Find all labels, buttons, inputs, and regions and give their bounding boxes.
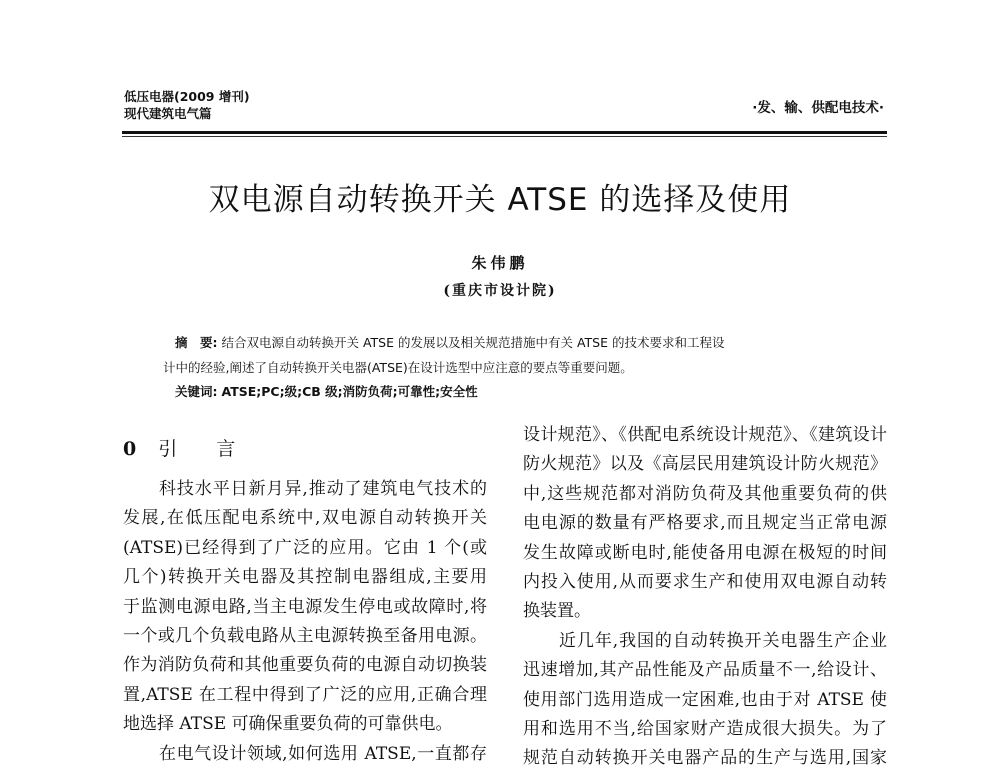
section-number: 0 — [123, 438, 137, 460]
section-title: 引 言 — [158, 438, 246, 460]
keywords-line — [175, 380, 850, 405]
body-line: (ATSE)已经得到了广泛的应用。它由 1 个(或 — [123, 537, 487, 558]
header-rule-thin — [122, 136, 887, 137]
journal-name: 低压电器(2009 增刊) — [124, 89, 250, 104]
body-line: 置,ATSE 在工程中得到了广泛的应用,正确合理 — [123, 684, 487, 705]
body-line: 中,这些规范都对消防负荷及其他重要负荷的供 — [523, 483, 887, 504]
body-line: 于监测电源电路,当主电源发生停电或故障时,将 — [123, 596, 487, 617]
section-category: ·发、输、供配电技术· — [752, 100, 884, 116]
abstract-text: 结合双电源自动转换开关 ATSE 的发展以及相关规范措施中有关 ATSE 的技术要求和工程设 — [221, 335, 725, 350]
body-line: 内投入使用,从而要求生产和使用双电源自动转 — [523, 572, 887, 593]
body-line: 作为消防负荷和其他重要负荷的电源自动切换装 — [123, 655, 487, 676]
abstract-line: 计中的经验,阐述了自动转换开关电器(ATSE)在设计选型中应注意的要点等重要问题。 — [163, 359, 633, 375]
body-line: 使用部门选用造成一定困难,也由于对 ATSE 使 — [523, 689, 887, 710]
body-line: 地选择 ATSE 可确保重要负荷的可靠供电。 — [123, 714, 453, 735]
left-column — [123, 475, 487, 769]
body-line: 电电源的数量有严格要求,而且规定当正常电源 — [523, 513, 887, 534]
body-line: 换装置。 — [523, 601, 591, 622]
right-column — [523, 421, 887, 774]
body-line: 在电气设计领域,如何选用 ATSE,一直都存 — [159, 743, 487, 764]
author: 朱伟鹏 — [471, 254, 529, 272]
body-line: 设计规范》、《供配电系统设计规范》、《建筑设计 — [523, 425, 887, 445]
body-line: 几个)转换开关电器及其控制电器组成,主要用 — [123, 567, 487, 588]
body-line: 发展,在低压配电系统中,双电源自动转换开关 — [123, 508, 487, 529]
section-heading — [123, 434, 267, 461]
body-line: 规范自动转换开关电器产品的生产与选用,国家 — [523, 748, 887, 769]
paper-title: 双电源自动转换开关 ATSE 的选择及使用 — [208, 182, 792, 218]
body-line: 一个或几个负载电路从主电源转换至备用电源。 — [123, 626, 487, 647]
keywords-label: 关键词: — [175, 384, 218, 399]
body-line: 防火规范》以及《高层民用建筑设计防火规范》 — [523, 454, 887, 475]
journal-issue: 现代建筑电气篇 — [124, 106, 212, 121]
body-line: 迅速增加,其产品性能及产品质量不一,给设计、 — [523, 660, 887, 681]
body-line: 发生故障或断电时,能使备用电源在极短的时间 — [523, 542, 887, 563]
abstract — [163, 331, 850, 405]
body-line: 用和选用不当,给国家财产造成很大损失。为了 — [523, 719, 887, 740]
body-line: 近几年,我国的自动转换开关电器生产企业 — [559, 630, 887, 651]
abstract-line — [175, 331, 850, 356]
header-rule — [122, 131, 887, 134]
keywords: ATSE;PC;级;CB 级;消防负荷;可靠性;安全性 — [221, 384, 478, 399]
journal-header — [124, 88, 250, 122]
body-line: 科技水平日新月异,推动了建筑电气技术的 — [159, 479, 487, 499]
affiliation: (重庆市设计院) — [443, 283, 557, 299]
abstract-label: 摘 要: — [175, 335, 218, 350]
